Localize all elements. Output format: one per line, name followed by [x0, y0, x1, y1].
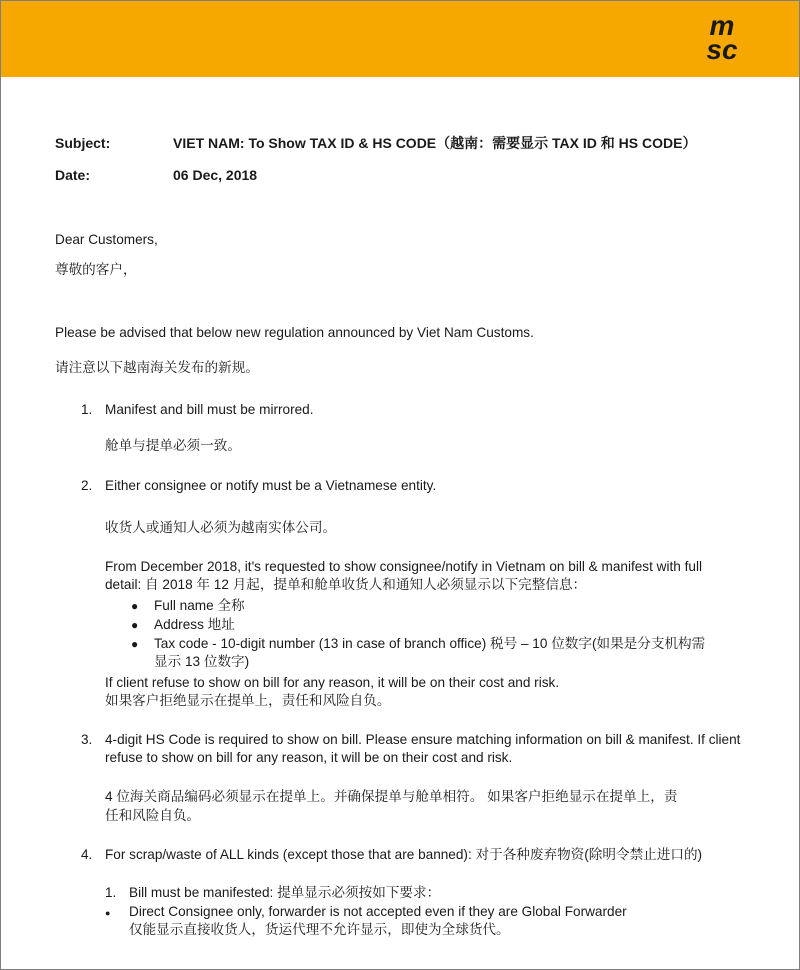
item-number: 4. [81, 847, 93, 862]
subject-value: VIET NAM: To Show TAX ID & HS CODE（越南：需要显示 TAX ID 和 HS CODE） [173, 135, 697, 151]
bullet-dot: ● [131, 599, 139, 613]
item-number: 3. [81, 732, 93, 747]
subject-label: Subject: [55, 135, 111, 151]
item-number: 1. [81, 402, 93, 417]
date-label: Date: [55, 167, 91, 183]
item-4-sub-bullet-zh: 仅能显示直接收货人，货运代理不允许显示，即使为全球货代。 [129, 922, 510, 937]
item-1-en: Manifest and bill must be mirrored. [105, 402, 314, 417]
item-3-en-line2: refuse to show on bill for any reason, it will be on their cost and risk. [105, 750, 513, 765]
item-3-zh-line1: 4 位海关商品编码必须显示在提单上。并确保提单与舱单相符。 如果客户拒绝显示在提单上，责 [105, 789, 678, 804]
bullet-full-name: Full name 全称 [154, 598, 245, 613]
item-2-zh: 收货人或通知人必须为越南实体公司。 [105, 520, 337, 535]
header-band [1, 1, 799, 77]
msc-logo [697, 11, 747, 63]
intro-zh: 请注意以下越南海关发布的新规。 [55, 360, 259, 375]
item-4-en: For scrap/waste of ALL kinds (except those that are banned): 对于各种废弃物资(除明令禁止进口的) [105, 847, 703, 862]
bullet-address: Address 地址 [154, 617, 235, 632]
date-value: 06 Dec, 2018 [173, 167, 258, 183]
item-3-zh-line2: 任和风险自负。 [105, 808, 201, 823]
item-1-zh: 舱单与提单必须一致。 [105, 438, 241, 453]
item-2-note-en: If client refuse to show on bill for any reason, it will be on their cost and risk. [105, 675, 560, 690]
bullet-tax-code: Tax code - 10-digit number (13 in case of branch office) 税号 – 10 位数字(如果是分支机构需 [154, 636, 706, 651]
logo-bottom-text: sc [706, 34, 738, 63]
bullet-tax-code-cont: 显示 13 位数字) [154, 654, 250, 669]
item-number: 2. [81, 478, 93, 493]
item-2-detail-line2: detail: 自 2018 年 12 月起，提单和舱单收货人和通知人必须显示以下完整信息： [105, 577, 587, 592]
item-2-en: Either consignee or notify must be a Vietnamese entity. [105, 478, 437, 493]
bullet-dot: ● [131, 637, 139, 651]
bullet-dot: ● [105, 908, 111, 918]
greeting-zh: 尊敬的客户， [55, 262, 137, 277]
item-4-sub-text: Bill must be manifested: 提单显示必须按如下要求： [129, 885, 441, 900]
item-2-detail-line1: From December 2018, it's requested to show consignee/notify in Vietnam on bill & manifest with full [105, 559, 702, 574]
item-2-note-zh: 如果客户拒绝显示在提单上，责任和风险自负。 [105, 693, 391, 708]
item-4-sub-bullet-en: Direct Consignee only, forwarder is not accepted even if they are Global Forwarder [129, 904, 627, 919]
bullet-dot: ● [131, 618, 139, 632]
item-3-en-line1: 4-digit HS Code is required to show on bill. Please ensure matching information on bill & manifest. If client [105, 732, 741, 747]
intro-en: Please be advised that below new regulation announced by Viet Nam Customs. [55, 325, 534, 340]
sub-item-number: 1. [105, 885, 117, 900]
greeting-en: Dear Customers, [55, 232, 158, 247]
logo-top-text: m [709, 11, 735, 41]
